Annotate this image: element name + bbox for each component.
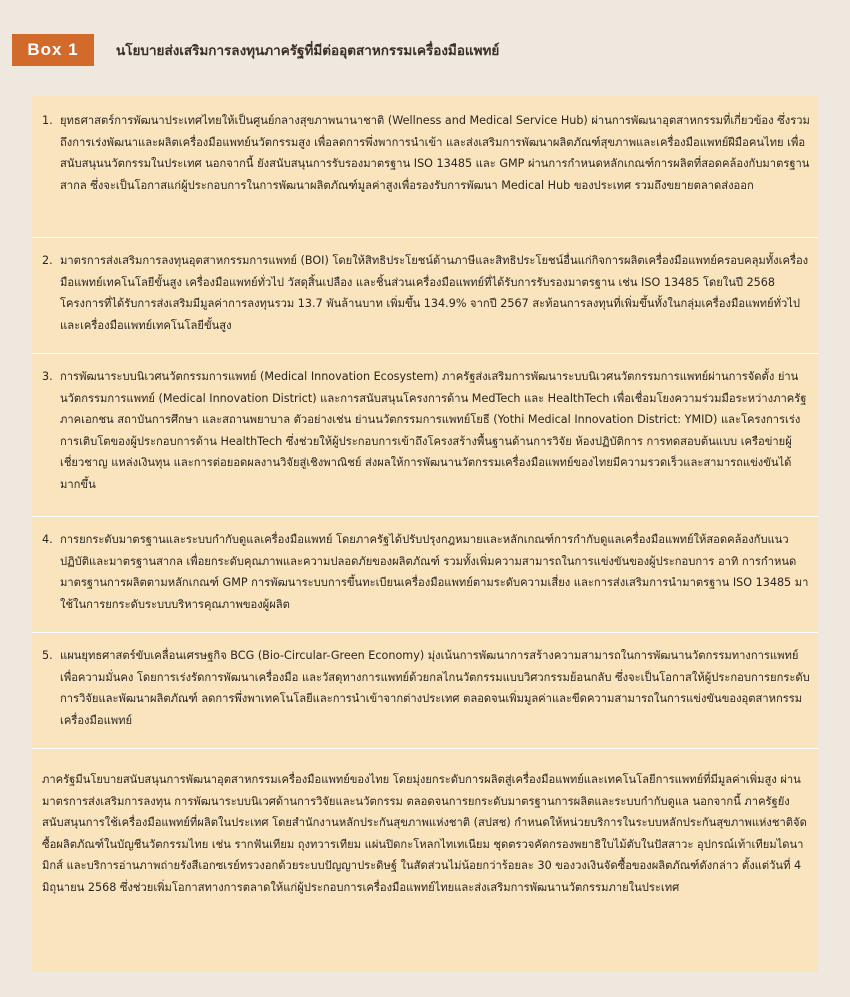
policy-item-number: 4. <box>42 533 53 546</box>
policy-item-text: แผนยุทธศาสตร์ขับเคลื่อนเศรษฐกิจ BCG (Bio-Circular-Green Economy) มุ่งเน้นการพัฒนาการสร้างความสามารถในการพัฒนานวัตกรรมทางการแพทย์เพื่อความมั่นคง โดยการเร่งรัดการพัฒนาเครื่องมือ และวัสดุทางการแพทย์ด้วยกลไกนวัตกรรมแบบวิศวกรรมย้อนกลับ ซึ่งจะเป็นโอกาสให้ผู้ประกอบการยกระดับการวิจัยและพัฒนาผลิตภัณฑ์ ลดการพึ่งพาเทคโนโลยีและการนำเข้าจากต่างประเทศ ตลอดจนเพิ่มมูลค่าและขีดความสามารถในการแข่งขันของอุตสาหกรรมเครื่องมือแพทย์ <box>60 649 810 727</box>
policy-item-text: ยุทธศาสตร์การพัฒนาประเทศไทยให้เป็นศูนย์กลางสุขภาพนานาชาติ (Wellness and Medical Service Hub) ผ่านการพัฒนาอุตสาหกรรมที่เกี่ยวข้อง ซึ่งรวมถึงการเร่งพัฒนาและผลิตเครื่องมือแพทย์นวัตกรรมสูง เพื่อลดการพึ่งพาการนำเข้า และส่งเสริมการพัฒนาผลิตภัณฑ์สุขภาพและเครื่องมือแพทย์ฝีมือคนไทย เพื่อสนับสนุนนวัตกรรมในประเทศ นอกจากนี้ ยังสนับสนุนการรับรองมาตรฐาน ISO 13485 และ GMP ผ่านการกำหนดหลักเกณฑ์การผลิตที่สอดคล้องกับมาตรฐานสากล ซึ่งจะเป็นโอกาสแก่ผู้ประกอบการในการพัฒนาผลิตภัณฑ์มูลค่าสูงเพื่อรองรับการพัฒนา Medical Hub ของประเทศ รวมถึงขยายตลาดส่งออก <box>60 114 810 192</box>
policy-item-5 <box>32 633 818 749</box>
policy-item-text: มาตรการส่งเสริมการลงทุนอุตสาหกรรมการแพทย์ (BOI) โดยให้สิทธิประโยชน์ด้านภาษีและสิทธิประโยชน์อื่นแก่กิจการผลิตเครื่องมือแพทย์ครอบคลุมทั้งเครื่องมือแพทย์เทคโนโลยีขั้นสูง เครื่องมือแพทย์ทั่วไป วัสดุสิ้นเปลือง และชิ้นส่วนเครื่องมือแพทย์ที่ได้รับการรับรองมาตรฐาน เช่น ISO 13485 โดยในปี 2568 โครงการที่ได้รับการส่งเสริมมีมูลค่าการลงทุนรวม 13.7 พันล้านบาท เพิ่มขึ้น 134.9% จากปี 2567 สะท้อนการลงทุนที่เพิ่มขึ้นทั้งในกลุ่มเครื่องมือแพทย์ทั่วไปและเครื่องมือแพทย์เทคโนโลยีขั้นสูง <box>60 254 809 332</box>
policy-box <box>32 96 818 972</box>
box-title: นโยบายส่งเสริมการลงทุนภาครัฐที่มีต่ออุตสาหกรรมเครื่องมือแพทย์ <box>116 43 500 59</box>
policy-summary-text: ภาครัฐมีนโยบายสนับสนุนการพัฒนาอุตสาหกรรมเครื่องมือแพทย์ของไทย โดยมุ่งยกระดับการผลิตสู่เครื่องมือแพทย์และเทคโนโลยีการแพทย์ที่มีมูลค่าเพิ่มสูง ผ่านมาตรการส่งเสริมการลงทุน การพัฒนาระบบนิเวศด้านการวิจัยและนวัตกรรม ตลอดจนการยกระดับมาตรฐานการผลิตและระบบกำกับดูแล นอกจากนี้ ภาครัฐยังสนับสนุนการใช้เครื่องมือแพทย์ที่ผลิตในประเทศ โดยสำนักงานหลักประกันสุขภาพแห่งชาติ (สปสช) กำหนดให้หน่วยบริการในระบบหลักประกันสุขภาพแห่งชาติจัดซื้อผลิตภัณฑ์ในบัญชีนวัตกรรมไทย เช่น รากฟันเทียม ถุงทวารเทียม แผ่นปิดกะโหลกไทเทเนียม ชุดตรวจคัดกรองพยาธิใบไม้ตับในปัสสาวะ อุปกรณ์เท้าเทียมไดนามิกส์ และบริการอ่านภาพถ่ายรังสีเอกซเรย์ทรวงอกด้วยระบบปัญญาประดิษฐ์ ในสัดส่วนไม่น้อยกว่าร้อยละ 30 ของวงเงินจัดซื้อของผลิตภัณฑ์ดังกล่าว ตั้งแต่วันที่ 4 มิถุนายน 2568 ซึ่งช่วยเพิ่มโอกาสทางการตลาดให้แก่ผู้ประกอบการเครื่องมือแพทย์ไทยและส่งเสริมการพัฒนานวัตกรรมภายในประเทศ <box>42 773 807 894</box>
policy-item-4 <box>32 517 818 633</box>
page <box>12 12 838 985</box>
policy-item-number: 3. <box>42 370 53 383</box>
policy-item-number: 5. <box>42 649 53 662</box>
policy-summary <box>32 749 818 972</box>
policy-item-number: 2. <box>42 254 53 267</box>
box-badge: Box 1 <box>12 34 94 66</box>
policy-item-1 <box>32 96 818 238</box>
policy-item-text: การยกระดับมาตรฐานและระบบกำกับดูแลเครื่องมือแพทย์ โดยภาครัฐได้ปรับปรุงกฎหมายและหลักเกณฑ์การกำกับดูแลเครื่องมือแพทย์ให้สอดคล้องกับแนวปฏิบัติและมาตรฐานสากล เพื่อยกระดับคุณภาพและความปลอดภัยของผลิตภัณฑ์ รวมทั้งเพิ่มความสามารถในการแข่งขันของผู้ประกอบการ อาทิ การกำหนดมาตรฐานการผลิตตามหลักเกณฑ์ GMP การพัฒนาระบบการขึ้นทะเบียนเครื่องมือแพทย์ตามระดับความเสี่ยง และการส่งเสริมการนำมาตรฐาน ISO 13485 มาใช้ในการยกระดับระบบบริหารคุณภาพของผู้ผลิต <box>60 533 809 611</box>
box-header <box>12 34 838 66</box>
policy-item-2 <box>32 238 818 354</box>
policy-item-3 <box>32 354 818 517</box>
policy-item-text: การพัฒนาระบบนิเวศนวัตกรรมการแพทย์ (Medical Innovation Ecosystem) ภาครัฐส่งเสริมการพัฒนาระบบนิเวศนวัตกรรมการแพทย์ผ่านการจัดตั้ง ย่านนวัตกรรมการแพทย์ (Medical Innovation District) และการสนับสนุนโครงการด้าน MedTech และ HealthTech เพื่อเชื่อมโยงความร่วมมือระหว่างภาครัฐ ภาคเอกชน สถาบันการศึกษา และสถานพยาบาล ตัวอย่างเช่น ย่านนวัตกรรมการแพทย์โยธี (Yothi Medical Innovation District: YMID) และโครงการเร่งการเติบโตของผู้ประกอบการด้าน HealthTech ซึ่งช่วยให้ผู้ประกอบการเข้าถึงโครงสร้างพื้นฐานด้านการวิจัย ห้องปฏิบัติการ การทดสอบต้นแบบ เครือข่ายผู้เชี่ยวชาญ แหล่งเงินทุน และการต่อยอดผลงานวิจัยสู่เชิงพาณิชย์ ส่งผลให้การพัฒนานวัตกรรมเครื่องมือแพทย์ของไทยมีความรวดเร็วและสามารถแข่งขันได้มากขึ้น <box>60 370 807 491</box>
policy-item-number: 1. <box>42 114 53 127</box>
